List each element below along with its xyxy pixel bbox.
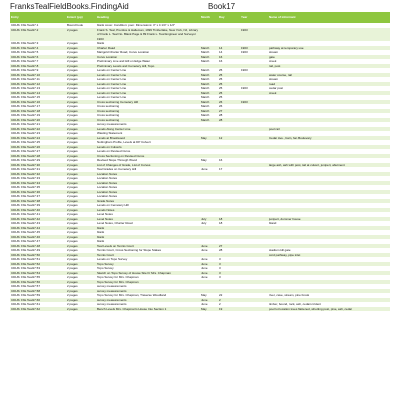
heading-cell: Location Notes	[96, 181, 200, 186]
entry-cell: CDHS: Fbk.Teal17.32	[10, 172, 66, 177]
day-cell: 25	[218, 95, 240, 100]
day-cell: 25	[218, 91, 240, 96]
month-cell: March	[200, 113, 218, 118]
heading-cell: survey measurements	[96, 122, 200, 127]
entry-cell: CDHS: Fbk.Teal17.6	[10, 55, 66, 60]
informant-cell: creek	[268, 59, 390, 64]
entry-cell: CDHS: Fbk.Teal17.22	[10, 127, 66, 132]
column-header: Heading	[96, 12, 200, 23]
extent-cell: 2 pages	[66, 109, 96, 114]
entry-cell: CDHS: Fbk.Teal17.54	[10, 271, 66, 276]
extent-cell: 2 pages	[66, 149, 96, 154]
day-cell: 25	[218, 73, 240, 78]
extent-cell: 2 pages	[66, 82, 96, 87]
extent-cell: 2 pages	[66, 235, 96, 240]
month-cell: June	[200, 244, 218, 249]
extent-cell: 2 pages	[66, 77, 96, 82]
heading-cell: Grade Notes	[96, 199, 200, 204]
extent-cell: 2 pages	[66, 194, 96, 199]
entry-cell: CDHS: Fbk.Teal17.11	[10, 77, 66, 82]
year-cell: 1903	[240, 50, 268, 55]
column-header: Month	[200, 12, 218, 23]
month-cell: March	[200, 95, 218, 100]
heading-cell: Topo Survey for Mrs. Chapman	[96, 280, 200, 285]
heading-cell: Cross sectioning	[96, 109, 200, 114]
extent-cell: 2 pages	[66, 131, 96, 136]
extent-cell: 2 pages	[66, 100, 96, 105]
table-row	[10, 28, 390, 42]
extent-cell: 2 pages	[66, 275, 96, 280]
heading-cell: Marigold Charter Road, Curve Location	[96, 50, 200, 55]
entry-cell: CDHS: Fbk.Teal17.21	[10, 122, 66, 127]
entry-cell: CDHS: Fbk.Teal17.34	[10, 181, 66, 186]
month-cell: March	[200, 55, 218, 60]
entry-cell: CDHS: Fbk.Teal17.10	[10, 73, 66, 78]
entry-cell: CDHS: Fbk.Teal17.51	[10, 257, 66, 262]
extent-cell: 2 pages	[66, 64, 96, 69]
heading-cell: Location Notes	[96, 194, 200, 199]
extent-cell: Bound book	[66, 23, 96, 28]
month-cell: March	[200, 100, 218, 105]
heading-cell: Levels on Topo Survey	[96, 257, 200, 262]
month-cell: March	[200, 77, 218, 82]
informant-cell: stadium kill gate	[268, 248, 390, 253]
column-header: Day	[218, 12, 240, 23]
extent-cell: 2 pages	[66, 113, 96, 118]
extent-cell: 2 pages	[66, 172, 96, 177]
entry-cell: CDHS: Fbk.Teal17.1	[10, 23, 66, 28]
table-row	[10, 307, 390, 312]
extent-cell: 2 pages	[66, 68, 96, 73]
informant-cell: rail, post	[268, 64, 390, 69]
extent-cell: 2 pages	[66, 154, 96, 159]
extent-cell: 2 pages	[66, 73, 96, 78]
extent-cell: 2 pages	[66, 136, 96, 141]
month-cell: June	[200, 248, 218, 253]
extent-cell: 2 pages	[66, 298, 96, 303]
day-cell: 3	[218, 275, 240, 280]
entry-cell: CDHS: Fbk.Teal17.50	[10, 253, 66, 258]
extent-cell: 2 pages	[66, 91, 96, 96]
extent-cell: 2 pages	[66, 248, 96, 253]
heading-cell: Cross sectioning	[96, 104, 200, 109]
heading-cell: Location Notes	[96, 172, 200, 177]
informant-cell	[268, 28, 390, 42]
month-cell: March	[200, 59, 218, 64]
entry-cell: CDHS: Fbk.Teal17.15	[10, 95, 66, 100]
entry-cell: CDHS: Fbk.Teal17.41	[10, 212, 66, 217]
month-cell: March	[200, 82, 218, 87]
heading-cell: Levels at Brookwood	[96, 136, 200, 141]
informant-cell: cedar post	[268, 86, 390, 91]
heading-cell: Levels on Culverts	[96, 145, 200, 150]
month-cell: June	[200, 262, 218, 267]
entry-cell: CDHS: Fbk.Teal17.36	[10, 190, 66, 195]
entry-cell: CDHS: Fbk.Teal17.46	[10, 235, 66, 240]
entry-cell: CDHS: Fbk.Teal17.7	[10, 59, 66, 64]
month-cell: March	[200, 68, 218, 73]
day-cell: 3	[218, 266, 240, 271]
extent-cell: 2 pages	[66, 46, 96, 51]
entry-cell: CDHS: Fbk.Teal17.27	[10, 149, 66, 154]
entry-cell: CDHS: Fbk.Teal17.47	[10, 239, 66, 244]
heading-cell: Levels on Center Line	[96, 68, 200, 73]
month-cell	[200, 28, 218, 42]
extent-cell: 2 pages	[66, 208, 96, 213]
informant-cell: pool rail	[268, 127, 390, 132]
entry-cell: CDHS: Fbk.Teal17.42	[10, 217, 66, 222]
extent-cell: 2 pages	[66, 185, 96, 190]
month-cell: May	[200, 136, 218, 141]
entry-cell: CDHS: Fbk.Teal17.12	[10, 82, 66, 87]
extent-cell: 2 pages	[66, 302, 96, 307]
entry-cell: CDHS: Fbk.Teal17.14	[10, 91, 66, 96]
extent-cell: 2 pages	[66, 221, 96, 226]
entry-cell: CDHS: Fbk.Teal17.45	[10, 230, 66, 235]
day-cell: 27	[218, 244, 240, 249]
entry-cell: CDHS: Fbk.Teal17.8	[10, 64, 66, 69]
day-cell: 3	[218, 271, 240, 276]
extent-cell: 2 pages	[66, 95, 96, 100]
month-cell: July	[200, 217, 218, 222]
heading-cell: Cross sectioning	[96, 118, 200, 123]
extent-cell: 2 pages	[66, 167, 96, 172]
entry-cell: CDHS: Fbk.Teal17.4	[10, 46, 66, 51]
heading-cell: blank	[96, 230, 200, 235]
extent-cell: 2 pages	[66, 190, 96, 195]
day-cell: 25	[218, 77, 240, 82]
month-cell: March	[200, 86, 218, 91]
extent-cell: 2 pages	[66, 244, 96, 249]
heading-cell: survey measurements	[96, 302, 200, 307]
informant-cell: creek	[268, 91, 390, 96]
heading-cell: Topo Survey for Mrs. Chapman	[96, 275, 200, 280]
year-cell: 1903	[240, 86, 268, 91]
entry-cell: CDHS: Fbk.Teal17.2	[10, 28, 66, 42]
year-cell: 1903	[240, 100, 268, 105]
heading-cell: Tennis Court	[96, 253, 200, 258]
informant-cell: junipert, dummer house	[268, 217, 390, 222]
extent-cell: 2 pages	[66, 122, 96, 127]
day-cell: 19	[218, 307, 240, 312]
day-cell: 14	[218, 46, 240, 51]
informant-cell: large ash, ash with post, tail at culvert, junipert, abutment	[268, 163, 390, 168]
extent-cell: 2 pages	[66, 217, 96, 222]
day-cell: 2	[218, 302, 240, 307]
extent-cell: 2 pages	[66, 118, 96, 123]
entry-cell: CDHS: Fbk.Teal17.44	[10, 226, 66, 231]
month-cell: May	[200, 293, 218, 298]
entry-cell: CDHS: Fbk.Teal17.61	[10, 302, 66, 307]
column-header: Year	[240, 12, 268, 23]
heading-cell: Sketch on Topo Survey of House Site Fr Mrs. Chapman	[96, 271, 200, 276]
day-cell: 25	[218, 82, 240, 87]
year-cell: 1903	[240, 68, 268, 73]
entry-cell: CDHS: Fbk.Teal17.43	[10, 221, 66, 226]
extent-cell: 2 pages	[66, 293, 96, 298]
day-cell: 2	[218, 298, 240, 303]
month-cell: June	[200, 271, 218, 276]
informant-cell: road	[268, 82, 390, 87]
heading-cell: Tennis Court, Cross Sectioning for Slope Stakes	[96, 248, 200, 253]
day-cell: 28	[218, 118, 240, 123]
entry-cell: CDHS: Fbk.Teal17.62	[10, 307, 66, 312]
heading-cell: survey measurements	[96, 298, 200, 303]
extent-cell: 2 pages	[66, 176, 96, 181]
entry-cell: CDHS: Fbk.Teal17.25	[10, 140, 66, 145]
heading-cell: Curve Location	[96, 55, 200, 60]
extent-cell: 2 pages	[66, 307, 96, 312]
month-cell: May	[200, 307, 218, 312]
entry-cell: CDHS: Fbk.Teal17.18	[10, 109, 66, 114]
entry-cell: CDHS: Fbk.Teal17.35	[10, 185, 66, 190]
extent-cell: 2 pages	[66, 266, 96, 271]
document-header	[0, 0, 400, 11]
extent-cell: 2 pages	[66, 257, 96, 262]
day-cell	[218, 28, 240, 42]
heading-cell: Levels on Center Line	[96, 77, 200, 82]
extent-cell: 2 pages	[66, 253, 96, 258]
heading-cell: Bench Levels Mrs. Chapman's House Into Section 1	[96, 307, 200, 312]
entry-cell: CDHS: Fbk.Teal17.39	[10, 203, 66, 208]
entry-cell: CDHS: Fbk.Teal17.58	[10, 289, 66, 294]
day-cell: 28	[218, 248, 240, 253]
entry-cell: CDHS: Fbk.Teal17.3	[10, 41, 66, 46]
heading-cell: Teal Grades on Cemetery Hill	[96, 167, 200, 172]
informant-cell: pool lot location trees flattened, whetting post, pine, ash, cedar	[268, 307, 390, 312]
month-cell: June	[200, 275, 218, 280]
heading-cell: Nottingham Profile, Levels at DP Culvert	[96, 140, 200, 145]
day-cell: 27	[218, 109, 240, 114]
month-cell: March	[200, 104, 218, 109]
day-cell: 22	[218, 293, 240, 298]
month-cell: March	[200, 50, 218, 55]
heading-cell: Levels on Center Line	[96, 95, 200, 100]
heading-cell: blank	[96, 239, 200, 244]
extent-cell: 2 pages	[66, 199, 96, 204]
extent-cell: 2 pages	[66, 28, 96, 42]
day-cell: 16	[218, 158, 240, 163]
heading-cell: Revised Slope Through Wood	[96, 158, 200, 163]
heading-cell: Levels on Center Line	[96, 73, 200, 78]
extent-cell: 2 pages	[66, 163, 96, 168]
extent-cell: 2 pages	[66, 280, 96, 285]
day-cell: 3	[218, 262, 240, 267]
entry-cell: CDHS: Fbk.Teal17.26	[10, 145, 66, 150]
day-cell: 12	[218, 136, 240, 141]
entry-cell: CDHS: Fbk.Teal17.38	[10, 199, 66, 204]
entry-cell: CDHS: Fbk.Teal17.31	[10, 167, 66, 172]
day-cell: 26	[218, 104, 240, 109]
heading-cell: blank	[96, 226, 200, 231]
book-label: Book17	[208, 2, 236, 11]
entry-cell: CDHS: Fbk.Teal17.59	[10, 293, 66, 298]
entry-cell: CDHS: Fbk.Teal17.48	[10, 244, 66, 249]
extent-cell: 2 pages	[66, 50, 96, 55]
document-title: FranksTealFieldBooks.FindingAid	[10, 2, 129, 11]
extent-cell: 2 pages	[66, 59, 96, 64]
heading-cell: Cross Sectioning on Revised Curve	[96, 154, 200, 159]
heading-cell: Charter Road	[96, 46, 200, 51]
entry-cell: CDHS: Fbk.Teal17.60	[10, 298, 66, 303]
informant-cell: river, cave, stream, pine brook	[268, 293, 390, 298]
day-cell: 3	[218, 257, 240, 262]
heading-cell: Location Notes	[96, 190, 200, 195]
heading-cell: Wasting Statement	[96, 131, 200, 136]
extent-cell: 2 pages	[66, 203, 96, 208]
year-cell: 1903	[240, 28, 268, 42]
extent-cell: 2 pages	[66, 158, 96, 163]
extent-cell: 2 pages	[66, 226, 96, 231]
heading-cell: Topo Survey	[96, 262, 200, 267]
entry-cell: CDHS: Fbk.Teal17.56	[10, 280, 66, 285]
entry-cell: CDHS: Fbk.Teal17.9	[10, 68, 66, 73]
day-cell: 16	[218, 59, 240, 64]
heading-cell: List of Changes of Grade, List of Curves	[96, 163, 200, 168]
entry-cell: CDHS: Fbk.Teal17.24	[10, 136, 66, 141]
heading-cell: Topo Survey for Mrs. Chapman, Traverse Woodland	[96, 293, 200, 298]
extent-cell: 2 pages	[66, 230, 96, 235]
heading-cell: blank	[96, 235, 200, 240]
finding-aid-table	[10, 12, 390, 311]
entry-cell: CDHS: Fbk.Teal17.16	[10, 100, 66, 105]
day-cell: 25	[218, 68, 240, 73]
extent-cell: 2 pages	[66, 41, 96, 46]
informant-cell: timber, bound, rock, ash, cedars trident	[268, 302, 390, 307]
month-cell: June	[200, 167, 218, 172]
entry-cell: CDHS: Fbk.Teal17.5	[10, 50, 66, 55]
heading-cell: survey measurements	[96, 284, 200, 289]
day-cell: 18	[218, 217, 240, 222]
heading-cell: Level Notes, Charter Road	[96, 221, 200, 226]
entry-cell: CDHS: Fbk.Teal17.28	[10, 154, 66, 159]
month-cell: June	[200, 266, 218, 271]
month-cell: March	[200, 46, 218, 51]
day-cell: 17	[218, 167, 240, 172]
month-cell: March	[200, 73, 218, 78]
informant-cell: pathway at temporary use	[268, 46, 390, 51]
heading-cell: Levels on Cemetery Hill	[96, 203, 200, 208]
column-header: Extent (pp)	[66, 12, 96, 23]
entry-cell: CDHS: Fbk.Teal17.17	[10, 104, 66, 109]
extent-cell: 2 pages	[66, 127, 96, 132]
entry-cell: CDHS: Fbk.Teal17.30	[10, 163, 66, 168]
informant-cell: cord pathway, pipe inlet	[268, 253, 390, 258]
month-cell: June	[200, 298, 218, 303]
month-cell: July	[200, 221, 218, 226]
informant-cell: stream	[268, 50, 390, 55]
heading-cell: blank cover. Condition: poor. Dimensions: 3" x 4 1/4" x 1/2"	[96, 23, 200, 28]
heading-cell: Levels on Center Line	[96, 82, 200, 87]
entry-cell: CDHS: Fbk.Teal17.57	[10, 284, 66, 289]
entry-cell: CDHS: Fbk.Teal17.40	[10, 208, 66, 213]
heading-cell: survey measurements	[96, 289, 200, 294]
heading-cell: Teal Levels on Tennis Court	[96, 244, 200, 249]
heading-cell: blank	[96, 41, 200, 46]
table-body	[10, 23, 390, 311]
day-cell: 18	[218, 221, 240, 226]
heading-cell: Levels Notes	[96, 208, 200, 213]
day-cell: 16	[218, 55, 240, 60]
day-cell: 26	[218, 100, 240, 105]
heading-cell: Frank S. Teal, Prentice & Halleman, 1999 Timberlake, New York, NJ, Library of Frank L. Teal No. Blank Page & 89 Frank L. Teal Engineer and Surveyor 1903	[97, 27, 198, 41]
extent-cell: 2 pages	[66, 55, 96, 60]
table-header-row	[10, 12, 390, 23]
informant-cell: water course, rail	[268, 73, 390, 78]
extent-cell: 2 pages	[66, 212, 96, 217]
informant-cell: gate	[268, 55, 390, 60]
heading-cell: Topo Survey	[96, 266, 200, 271]
day-cell: 25	[218, 86, 240, 91]
extent-cell: 2 pages	[66, 145, 96, 150]
month-cell: June	[200, 257, 218, 262]
heading-cell: Level Notes	[96, 217, 200, 222]
heading-cell: Levels on Revised Curve	[96, 149, 200, 154]
heading-cell: Cross sectioning Cemetery Hill	[96, 100, 200, 105]
extent-cell: 2 pages	[66, 262, 96, 267]
month-cell: June	[200, 302, 218, 307]
heading-cell: Location Notes	[96, 176, 200, 181]
heading-cell: Levels Along Center Line	[96, 127, 200, 132]
heading-cell: Cross sectioning	[96, 113, 200, 118]
heading-cell: Level Notes	[96, 212, 200, 217]
extent-cell: 2 pages	[66, 284, 96, 289]
informant-cell: Cedar Ave., barn, fan Boulevary	[268, 136, 390, 141]
extent-cell: 2 pages	[66, 104, 96, 109]
month-cell: March	[200, 118, 218, 123]
entry-cell: CDHS: Fbk.Teal17.20	[10, 118, 66, 123]
extent-cell: 2 pages	[66, 271, 96, 276]
heading-cell: Preliminary Levels and Cemetery Hill, Topo	[96, 64, 200, 69]
entry-cell: CDHS: Fbk.Teal17.49	[10, 248, 66, 253]
entry-cell: CDHS: Fbk.Teal17.33	[10, 176, 66, 181]
heading-cell: Levels on Center Line	[96, 91, 200, 96]
year-cell: 1903	[240, 46, 268, 51]
informant-cell: bland	[268, 221, 390, 226]
entry-cell: CDHS: Fbk.Teal17.29	[10, 158, 66, 163]
column-header: Name of informant	[268, 12, 390, 23]
informant-cell: stream	[268, 77, 390, 82]
extent-cell: 2 pages	[66, 181, 96, 186]
month-cell: May	[200, 158, 218, 163]
entry-cell: CDHS: Fbk.Teal17.19	[10, 113, 66, 118]
entry-cell: CDHS: Fbk.Teal17.55	[10, 275, 66, 280]
extent-cell: 2 pages	[66, 86, 96, 91]
entry-cell: CDHS: Fbk.Teal17.53	[10, 266, 66, 271]
entry-cell: CDHS: Fbk.Teal17.23	[10, 131, 66, 136]
heading-cell: Levels on Center Line	[96, 86, 200, 91]
heading-cell: Location Notes	[96, 185, 200, 190]
extent-cell: 2 pages	[66, 289, 96, 294]
entry-cell: CDHS: Fbk.Teal17.52	[10, 262, 66, 267]
heading-cell: Preliminary Line and Hill on Edge Water	[96, 59, 200, 64]
entry-cell: CDHS: Fbk.Teal17.37	[10, 194, 66, 199]
year-cell	[240, 307, 268, 312]
month-cell: March	[200, 91, 218, 96]
month-cell: March	[200, 109, 218, 114]
column-header: Entry	[10, 12, 66, 23]
extent-cell: 2 pages	[66, 239, 96, 244]
day-cell: 14	[218, 50, 240, 55]
day-cell: 28	[218, 113, 240, 118]
extent-cell: 2 pages	[66, 140, 96, 145]
entry-cell: CDHS: Fbk.Teal17.13	[10, 86, 66, 91]
